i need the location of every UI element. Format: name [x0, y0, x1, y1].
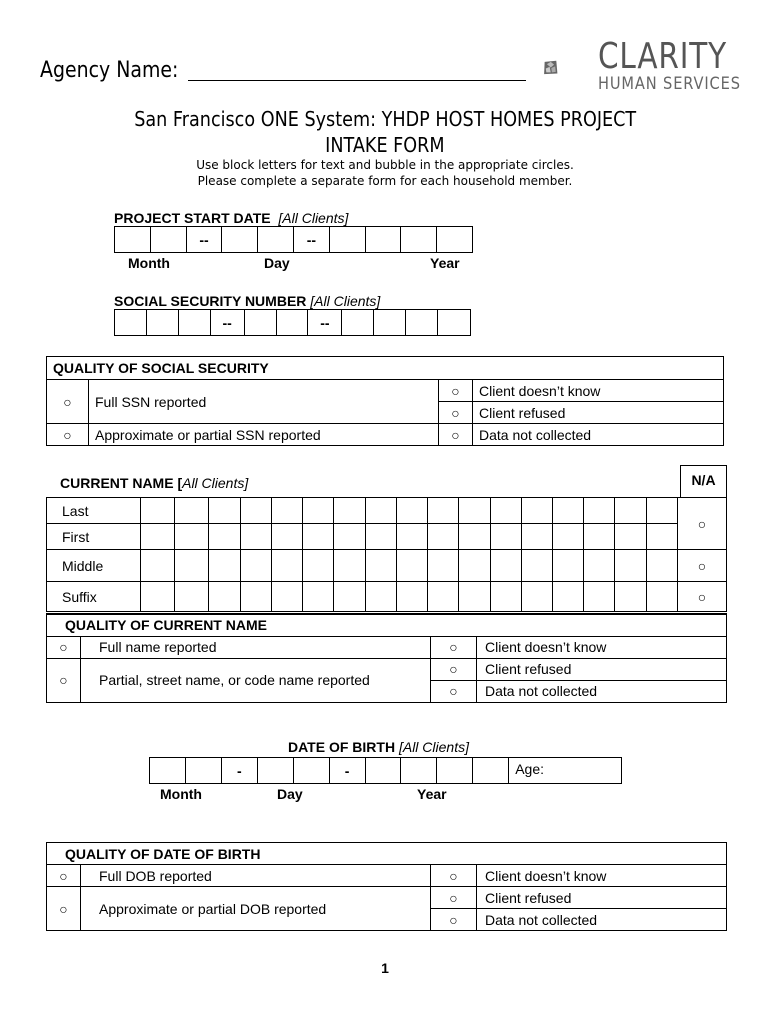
- middle-name-label: Middle: [47, 550, 141, 582]
- date-separator: --: [294, 227, 330, 252]
- ssn-box[interactable]: [342, 310, 374, 335]
- name-char-box[interactable]: [428, 550, 459, 582]
- name-char-box[interactable]: [584, 524, 615, 550]
- name-char-box[interactable]: [584, 550, 615, 582]
- name-char-box[interactable]: [140, 582, 174, 612]
- name-char-box[interactable]: [240, 524, 271, 550]
- page-number: 1: [381, 960, 389, 976]
- ssn-quality-table: [46, 356, 724, 446]
- dob-box[interactable]: [401, 758, 437, 783]
- ssn-box[interactable]: [115, 310, 147, 335]
- bubble-partial-dob[interactable]: ○: [47, 887, 81, 931]
- bubble-full-ssn[interactable]: ○: [47, 380, 89, 424]
- bubble-name-na-2[interactable]: ○: [677, 550, 726, 582]
- ssn-box[interactable]: [147, 310, 179, 335]
- name-char-box[interactable]: [140, 524, 174, 550]
- name-char-box[interactable]: [334, 498, 365, 524]
- form-title-line1: San Francisco ONE System: YHDP HOST HOMES PROJECT: [134, 107, 636, 131]
- bubble-dob-not-collected[interactable]: ○: [431, 909, 477, 931]
- name-char-box[interactable]: [615, 582, 646, 612]
- dob-boxes[interactable]: [149, 757, 622, 784]
- clarity-logo: [543, 42, 597, 94]
- name-char-box[interactable]: [459, 582, 490, 612]
- option-name-not-collected: Data not collected: [477, 680, 727, 702]
- bubble-full-dob[interactable]: ○: [47, 865, 81, 887]
- ssn-quality-header: QUALITY OF SOCIAL SECURITY: [47, 357, 724, 380]
- name-char-box[interactable]: [271, 550, 302, 582]
- instructions-line1: Use block letters for text and bubble in the appropriate circles.: [196, 158, 574, 172]
- name-char-box[interactable]: [240, 498, 271, 524]
- name-char-box[interactable]: [459, 498, 490, 524]
- ssn-box[interactable]: [277, 310, 309, 335]
- name-char-box[interactable]: [140, 550, 174, 582]
- name-char-box[interactable]: [428, 524, 459, 550]
- dob-box[interactable]: [186, 758, 222, 783]
- option-full-ssn: Full SSN reported: [89, 380, 439, 424]
- date-separator: --: [187, 227, 223, 252]
- name-char-box[interactable]: [459, 550, 490, 582]
- bubble-full-name[interactable]: ○: [47, 636, 81, 658]
- date-box[interactable]: [366, 227, 402, 252]
- date-box[interactable]: [437, 227, 472, 252]
- ssn-box[interactable]: [438, 310, 470, 335]
- name-char-box[interactable]: [553, 498, 584, 524]
- ssn-box[interactable]: [374, 310, 406, 335]
- name-char-box[interactable]: [209, 550, 240, 582]
- name-char-box[interactable]: [396, 582, 427, 612]
- option-ssn-refused: Client refused: [473, 402, 724, 424]
- name-char-box[interactable]: [521, 582, 552, 612]
- option-name-refused: Client refused: [477, 658, 727, 680]
- month-label: Month: [128, 255, 170, 271]
- name-quality-table: [46, 613, 727, 703]
- name-char-box[interactable]: [303, 582, 334, 612]
- dob-box[interactable]: [366, 758, 402, 783]
- name-char-box[interactable]: [553, 524, 584, 550]
- instructions-line2: Please complete a separate form for each household member.: [197, 174, 573, 188]
- ssn-boxes[interactable]: [114, 309, 471, 336]
- year-label: Year: [430, 255, 460, 271]
- name-char-box[interactable]: [490, 524, 521, 550]
- agency-name-field[interactable]: [188, 80, 526, 81]
- name-quality-header: QUALITY OF CURRENT NAME: [47, 614, 727, 636]
- date-box[interactable]: [258, 227, 294, 252]
- ssn-label: SOCIAL SECURITY NUMBER [All Clients]: [114, 293, 381, 309]
- name-char-box[interactable]: [615, 550, 646, 582]
- dob-box[interactable]: [294, 758, 330, 783]
- name-char-box[interactable]: [175, 498, 209, 524]
- name-char-box[interactable]: [396, 550, 427, 582]
- ssn-box[interactable]: [406, 310, 438, 335]
- name-char-box[interactable]: [209, 524, 240, 550]
- name-char-box[interactable]: [553, 550, 584, 582]
- name-char-box[interactable]: [240, 550, 271, 582]
- option-dob-doesnt-know: Client doesn’t know: [477, 865, 727, 887]
- name-char-box[interactable]: [521, 498, 552, 524]
- name-char-box[interactable]: [459, 524, 490, 550]
- name-char-box[interactable]: [175, 550, 209, 582]
- name-char-box[interactable]: [303, 550, 334, 582]
- bubble-partial-ssn[interactable]: ○: [47, 424, 89, 446]
- ssn-separator: --: [308, 310, 342, 335]
- current-name-table: [46, 497, 727, 612]
- ssn-separator: --: [211, 310, 245, 335]
- date-box[interactable]: [222, 227, 258, 252]
- logo-text-sub: HUMAN SERVICES: [598, 74, 741, 94]
- suffix-label: Suffix: [47, 582, 141, 612]
- bubble-name-not-collected[interactable]: ○: [431, 680, 477, 702]
- name-char-box[interactable]: [553, 582, 584, 612]
- name-char-box[interactable]: [175, 582, 209, 612]
- ssn-box[interactable]: [179, 310, 211, 335]
- name-char-box[interactable]: [365, 498, 396, 524]
- name-char-box[interactable]: [490, 498, 521, 524]
- bubble-dob-doesnt-know[interactable]: ○: [431, 865, 477, 887]
- bubble-name-na-3[interactable]: ○: [677, 582, 726, 612]
- name-char-box[interactable]: [428, 498, 459, 524]
- name-char-box[interactable]: [175, 524, 209, 550]
- option-partial-dob: Approximate or partial DOB reported: [81, 887, 431, 931]
- bubble-name-doesnt-know[interactable]: ○: [431, 636, 477, 658]
- name-char-box[interactable]: [365, 550, 396, 582]
- option-ssn-doesnt-know: Client doesn’t know: [473, 380, 724, 402]
- bubble-ssn-not-collected[interactable]: ○: [439, 424, 473, 446]
- ssn-box[interactable]: [245, 310, 277, 335]
- first-name-label: First: [47, 524, 141, 550]
- current-name-label: CURRENT NAME [All Clients]: [60, 475, 249, 491]
- option-full-dob: Full DOB reported: [81, 865, 431, 887]
- name-na-header: N/A: [680, 465, 727, 497]
- last-name-label: Last: [47, 498, 141, 524]
- name-char-box[interactable]: [490, 582, 521, 612]
- dob-year-label: Year: [417, 786, 447, 802]
- option-name-doesnt-know: Client doesn’t know: [477, 636, 727, 658]
- dob-separator: -: [222, 758, 258, 783]
- name-char-box[interactable]: [365, 582, 396, 612]
- option-partial-ssn: Approximate or partial SSN reported: [89, 424, 439, 446]
- name-char-box[interactable]: [140, 498, 174, 524]
- name-char-box[interactable]: [646, 524, 677, 550]
- name-char-box[interactable]: [490, 550, 521, 582]
- name-char-box[interactable]: [271, 498, 302, 524]
- name-char-box[interactable]: [584, 498, 615, 524]
- name-char-box[interactable]: [209, 582, 240, 612]
- bubble-partial-name[interactable]: ○: [47, 658, 81, 702]
- name-char-box[interactable]: [334, 582, 365, 612]
- dob-box[interactable]: [437, 758, 473, 783]
- dob-month-label: Month: [160, 786, 202, 802]
- name-char-box[interactable]: [521, 524, 552, 550]
- bubble-name-refused[interactable]: ○: [431, 658, 477, 680]
- logo-text-main: CLARITY: [598, 36, 727, 77]
- dob-box[interactable]: [473, 758, 509, 783]
- name-char-box[interactable]: [521, 550, 552, 582]
- name-char-box[interactable]: [303, 524, 334, 550]
- bubble-ssn-refused[interactable]: ○: [439, 402, 473, 424]
- name-char-box[interactable]: [646, 582, 677, 612]
- name-char-box[interactable]: [334, 524, 365, 550]
- bubble-name-na-1[interactable]: ○: [677, 498, 726, 550]
- option-ssn-not-collected: Data not collected: [473, 424, 724, 446]
- bubble-dob-refused[interactable]: ○: [431, 887, 477, 909]
- name-char-box[interactable]: [271, 524, 302, 550]
- project-start-date-boxes[interactable]: [114, 226, 473, 253]
- name-char-box[interactable]: [334, 550, 365, 582]
- name-char-box[interactable]: [646, 498, 677, 524]
- dob-day-label: Day: [277, 786, 303, 802]
- date-box[interactable]: [115, 227, 151, 252]
- name-char-box[interactable]: [365, 524, 396, 550]
- form-title-line2: INTAKE FORM: [325, 133, 445, 157]
- name-char-box[interactable]: [615, 498, 646, 524]
- dob-separator: -: [330, 758, 366, 783]
- name-char-box[interactable]: [428, 582, 459, 612]
- name-char-box[interactable]: [396, 524, 427, 550]
- date-box[interactable]: [330, 227, 366, 252]
- agency-name-label: Agency Name:: [40, 58, 179, 83]
- project-start-date-label: PROJECT START DATE [All Clients]: [114, 210, 349, 226]
- name-char-box[interactable]: [240, 582, 271, 612]
- dob-quality-table: [46, 842, 727, 931]
- option-full-name: Full name reported: [81, 636, 431, 658]
- name-char-box[interactable]: [646, 550, 677, 582]
- name-char-box[interactable]: [303, 498, 334, 524]
- option-dob-refused: Client refused: [477, 887, 727, 909]
- day-label: Day: [264, 255, 290, 271]
- dob-box[interactable]: [258, 758, 294, 783]
- dob-box[interactable]: [150, 758, 186, 783]
- dob-quality-header: QUALITY OF DATE OF BIRTH: [47, 843, 727, 865]
- dob-label: DATE OF BIRTH [All Clients]: [288, 739, 469, 755]
- name-char-box[interactable]: [396, 498, 427, 524]
- date-box[interactable]: [151, 227, 187, 252]
- age-field[interactable]: Age:: [515, 761, 545, 777]
- name-char-box[interactable]: [271, 582, 302, 612]
- name-char-box[interactable]: [615, 524, 646, 550]
- option-dob-not-collected: Data not collected: [477, 909, 727, 931]
- name-char-box[interactable]: [209, 498, 240, 524]
- name-char-box[interactable]: [584, 582, 615, 612]
- option-partial-name: Partial, street name, or code name reported: [81, 658, 431, 702]
- date-box[interactable]: [401, 227, 437, 252]
- bubble-ssn-doesnt-know[interactable]: ○: [439, 380, 473, 402]
